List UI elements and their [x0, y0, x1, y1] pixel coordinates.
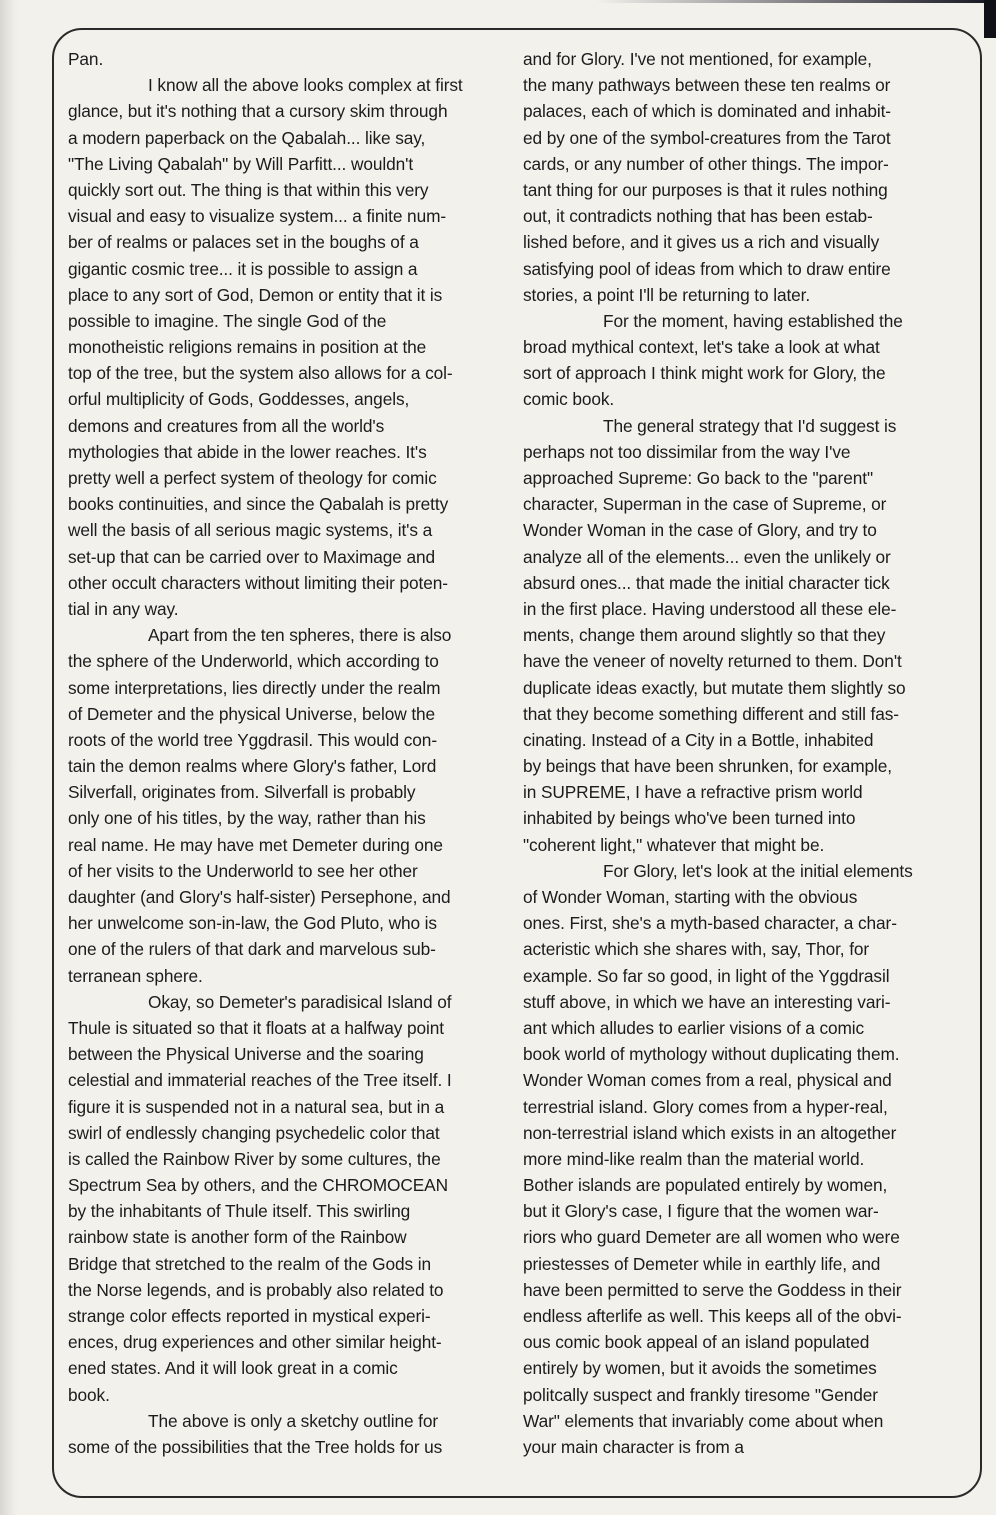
text-line: your main character is from a [523, 1436, 744, 1457]
text-line: Apart from the ten spheres, there is also [148, 625, 452, 646]
text-line: have the veneer of novelty returned to them. Don't [523, 651, 902, 672]
text-line: broad mythical context, let's take a look at what [523, 337, 880, 358]
scan-edge-top [596, 0, 996, 3]
text-line: by beings that have been shrunken, for example, [523, 756, 893, 777]
text-line: orful multiplicity of Gods, Goddesses, angels, [68, 389, 410, 410]
text-line: of her visits to the Underworld to see her other [68, 860, 418, 881]
text-line: only one of his titles, by the way, rather than his [68, 808, 426, 829]
text-line: Bother islands are populated entirely by women, [523, 1175, 888, 1196]
text-line: I know all the above looks complex at first [148, 75, 463, 96]
text-column-left [68, 46, 498, 1460]
text-line: books continuities, and since the Qabalah is pretty [68, 494, 449, 515]
text-line: celestial and immaterial reaches of the Tree itself. I [68, 1070, 452, 1091]
text-line: absurd ones... that made the initial character tick [523, 572, 890, 593]
text-line: character, Superman in the case of Supreme, or [523, 494, 887, 515]
text-line: ened states. And it will look great in a comic [68, 1358, 398, 1379]
text-line: top of the tree, but the system also allows for a col- [68, 363, 453, 384]
text-line: in the first place. Having understood all these ele- [523, 598, 897, 619]
scan-shadow-left [0, 0, 18, 1515]
paragraph [523, 858, 968, 1460]
text-line: cinating. Instead of a City in a Bottle, inhabited [523, 729, 874, 750]
text-line: strange color effects reported in mystical experi- [68, 1306, 431, 1326]
text-line: Bridge that stretched to the realm of the Gods in [68, 1253, 432, 1274]
text-line: demons and creatures from all the world's [68, 415, 385, 436]
paragraph [523, 46, 968, 308]
text-line: The above is only a sketchy outline for [148, 1410, 439, 1431]
text-line: stuff above, in which we have an interesting vari- [523, 991, 891, 1012]
text-line: by the inhabitants of Thule itself. This swirling [68, 1201, 411, 1222]
text-line: in SUPREME, I have a refractive prism world [523, 782, 863, 803]
text-line: politcally suspect and frankly tiresome "Gender [523, 1384, 878, 1405]
text-line: ences, drug experiences and other similar height- [68, 1332, 442, 1353]
text-line: tain the demon realms where Glory's father, Lord [68, 756, 437, 777]
text-line: lished before, and it gives us a rich and visually [523, 232, 880, 253]
text-line: "The Living Qabalah" by Will Parfitt... wouldn't [68, 153, 414, 174]
text-line: perhaps not too dissimilar from the way I've [523, 441, 851, 462]
text-line: terranean sphere. [68, 965, 203, 986]
text-line: quickly sort out. The thing is that within this very [68, 179, 429, 200]
text-line: duplicate ideas exactly, but mutate them slightly so [523, 677, 906, 698]
text-line: Wonder Woman comes from a real, physical and [523, 1070, 892, 1091]
text-line: rainbow state is another form of the Rainbow [68, 1227, 407, 1248]
text-line: that they become something different and still fas- [523, 703, 899, 724]
text-line: analyze all of the elements... even the unlikely or [523, 546, 891, 567]
text-line: the sphere of the Underworld, which according to [68, 651, 439, 672]
text-line: have been permitted to serve the Goddess in their [523, 1279, 902, 1300]
text-line: some interpretations, lies directly under the realm [68, 677, 441, 698]
paragraph [523, 308, 968, 413]
text-line: the many pathways between these ten realms or [523, 75, 891, 96]
text-line: For the moment, having established the [603, 310, 903, 331]
text-line: example. So far so good, in light of the Yggdrasil [523, 965, 890, 986]
text-line: glance, but it's nothing that a cursory skim through [68, 101, 448, 122]
text-line: one of the rulers of that dark and marvelous sub- [68, 939, 436, 960]
text-line: non-terrestrial island which exists in an altogether [523, 1122, 897, 1143]
text-line: between the Physical Universe and the soaring [68, 1044, 424, 1065]
text-line: possible to imagine. The single God of the [68, 310, 387, 331]
text-line: ones. First, she's a myth-based character, a char- [523, 913, 897, 934]
text-line: Thule is situated so that it floats at a halfway point [68, 1017, 444, 1038]
text-line: tial in any way. [68, 598, 179, 619]
text-line: mythologies that abide in the lower reaches. It's [68, 441, 427, 462]
text-line: satisfying pool of ideas from which to draw entire [523, 258, 891, 279]
text-line: "coherent light," whatever that might be. [523, 834, 825, 855]
text-line: Okay, so Demeter's paradisical Island of [148, 991, 452, 1012]
text-line: tant thing for our purposes is that it rules nothing [523, 179, 888, 200]
text-line: Silverfall, originates from. Silverfall is probably [68, 782, 416, 803]
text-line: and for Glory. I've not mentioned, for example, [523, 49, 872, 69]
text-line: swirl of endlessly changing psychedelic color that [68, 1122, 440, 1143]
text-line: but it Glory's case, I figure that the women war- [523, 1201, 879, 1222]
text-line: entirely by women, but it avoids the sometimes [523, 1358, 877, 1379]
text-line: the Norse legends, and is probably also related to [68, 1279, 444, 1300]
text-line: figure it is suspended not in a natural sea, but in a [68, 1096, 445, 1117]
text-line: terrestrial island. Glory comes from a hyper-real, [523, 1096, 888, 1117]
text-line: Pan. [68, 49, 104, 69]
paragraph [68, 46, 498, 72]
text-line: Wonder Woman in the case of Glory, and try to [523, 520, 877, 541]
text-line: some of the possibilities that the Tree holds for us [68, 1436, 443, 1457]
text-line: out, it contradicts nothing that has been estab- [523, 206, 873, 227]
text-line: comic book. [523, 389, 615, 410]
text-line: ments, change them around slightly so that they [523, 625, 886, 646]
text-line: inhabited by beings who've been turned into [523, 808, 856, 829]
text-line: a modern paperback on the Qabalah... like say, [68, 127, 426, 148]
text-line: is called the Rainbow River by some cultures, the [68, 1148, 441, 1169]
text-line: real name. He may have met Demeter during one [68, 834, 443, 855]
text-line: more mind-like realm than the material world. [523, 1148, 865, 1169]
text-line: her unwelcome son-in-law, the God Pluto, who is [68, 913, 437, 934]
text-line: monotheistic religions remains in position at the [68, 337, 427, 358]
paragraph [523, 413, 968, 858]
paragraph [68, 1408, 498, 1460]
text-line: palaces, each of which is dominated and inhabit- [523, 101, 891, 122]
text-line: ed by one of the symbol-creatures from the Tarot [523, 127, 891, 148]
paragraph [68, 622, 498, 989]
text-line: endless afterlife as well. This keeps all of the obvi- [523, 1306, 902, 1326]
text-line: set-up that can be carried over to Maximage and [68, 546, 436, 567]
text-line: riors who guard Demeter are all women who were [523, 1227, 900, 1248]
text-line: roots of the world tree Yggdrasil. This would con- [68, 729, 437, 750]
text-line: gigantic cosmic tree... it is possible to assign a [68, 258, 418, 279]
text-line: of Wonder Woman, starting with the obvious [523, 887, 858, 907]
text-line: approached Supreme: Go back to the "parent" [523, 468, 873, 488]
text-line: book. [68, 1384, 110, 1405]
text-line: ber of realms or palaces set in the boughs of a [68, 232, 419, 253]
text-line: place to any sort of God, Demon or entity that it is [68, 284, 443, 305]
text-line: well the basis of all serious magic systems, it's a [68, 520, 433, 541]
text-line: sort of approach I think might work for Glory, the [523, 363, 886, 384]
text-line: other occult characters without limiting their poten- [68, 572, 448, 593]
text-line: book world of mythology without duplicating them. [523, 1044, 900, 1065]
paragraph [68, 989, 498, 1408]
text-line: of Demeter and the physical Universe, below the [68, 703, 436, 724]
text-line: stories, a point I'll be returning to later. [523, 284, 811, 305]
text-line: Spectrum Sea by others, and the CHROMOCEAN [68, 1175, 448, 1196]
text-line: priestesses of Demeter while in earthly life, and [523, 1253, 881, 1274]
text-line: visual and easy to visualize system... a finite num- [68, 206, 447, 227]
text-line: acteristic which she shares with, say, Thor, for [523, 939, 870, 960]
text-line: ant which alludes to earlier visions of a comic [523, 1017, 865, 1038]
text-line: cards, or any number of other things. The impor- [523, 153, 889, 174]
text-column-right [523, 46, 968, 1460]
paragraph [68, 72, 498, 622]
scan-edge-corner [984, 0, 996, 38]
text-line: War" elements that invariably come about when [523, 1410, 884, 1431]
text-line: The general strategy that I'd suggest is [603, 415, 897, 436]
text-line: For Glory, let's look at the initial elements [603, 860, 913, 881]
text-line: ous comic book appeal of an island populated [523, 1332, 870, 1353]
text-line: daughter (and Glory's half-sister) Persephone, and [68, 887, 451, 907]
text-line: pretty well a perfect system of theology for comic [68, 468, 437, 488]
